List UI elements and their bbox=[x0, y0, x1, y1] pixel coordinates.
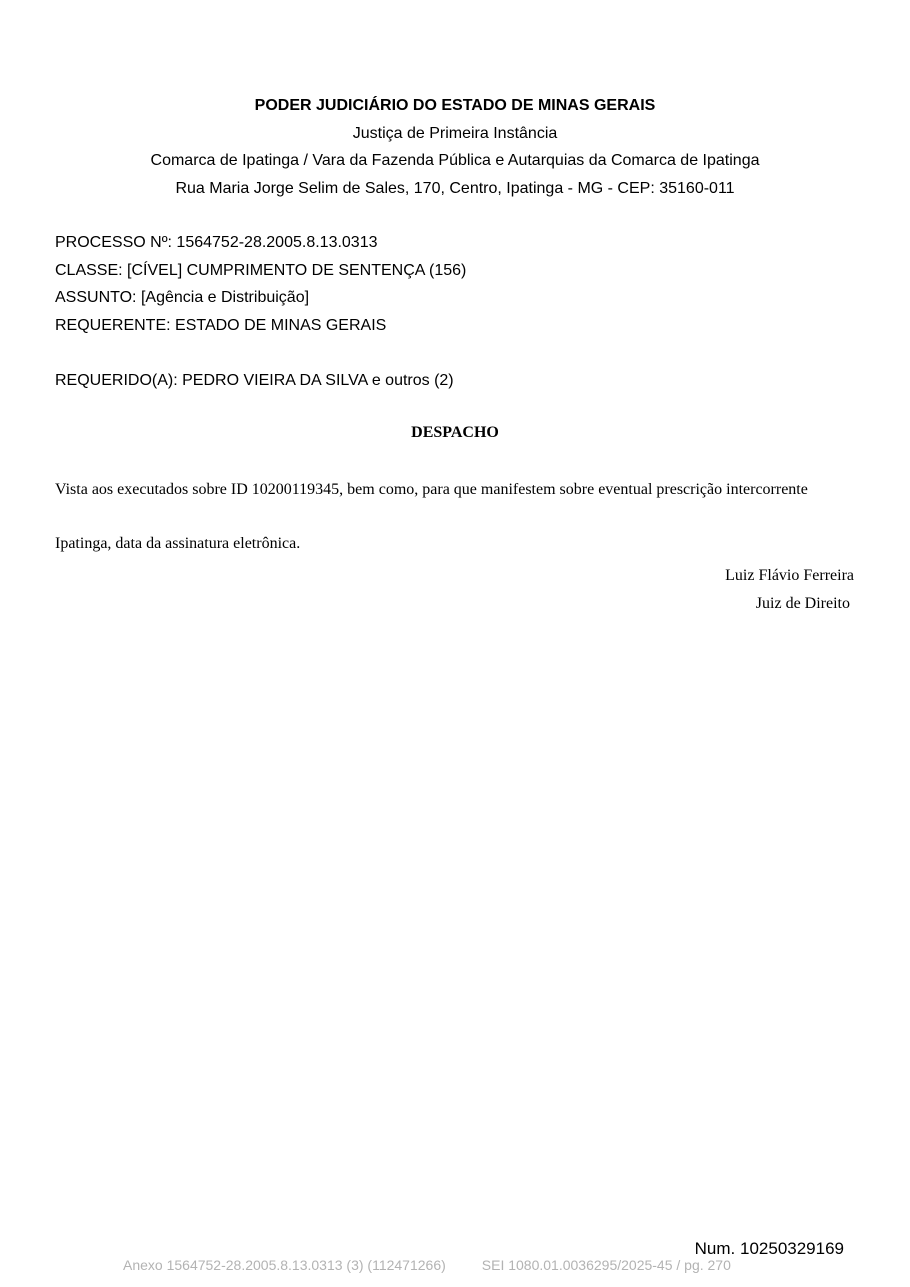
page-footer bbox=[123, 1257, 731, 1273]
document-header bbox=[0, 92, 910, 202]
case-plaintiff: REQUERENTE: ESTADO DE MINAS GERAIS bbox=[55, 316, 387, 334]
judge-name: Luiz Flávio Ferreira bbox=[725, 567, 854, 584]
case-number: PROCESSO Nº: 1564752-28.2005.8.13.0313 bbox=[55, 234, 378, 251]
court-title: PODER JUDICIÁRIO DO ESTADO DE MINAS GERAIS bbox=[254, 97, 656, 114]
signature-block bbox=[725, 562, 854, 617]
spacer bbox=[55, 339, 466, 367]
court-instance: Justiça de Primeira Instância bbox=[352, 124, 558, 142]
judge-role: Juiz de Direito bbox=[755, 594, 850, 612]
case-subject: ASSUNTO: [Agência e Distribuição] bbox=[55, 289, 310, 306]
despacho-body: Vista aos executados sobre ID 10200119345, bem como, para que manifestem sobre eventual prescrição intercorrente bbox=[55, 481, 808, 498]
document-number: Num. 10250329169 bbox=[694, 1239, 844, 1258]
footer-sei: SEI 1080.01.0036295/2025-45 / pg. 270 bbox=[481, 1257, 731, 1273]
court-address: Rua Maria Jorge Selim de Sales, 170, Centro, Ipatinga - MG - CEP: 35160-011 bbox=[175, 179, 735, 197]
place-date: Ipatinga, data da assinatura eletrônica. bbox=[55, 535, 301, 552]
footer-anexo: Anexo 1564752-28.2005.8.13.0313 (3) (112471266) bbox=[123, 1257, 446, 1273]
case-class: CLASSE: [CÍVEL] CUMPRIMENTO DE SENTENÇA (156) bbox=[55, 261, 467, 279]
case-defendant: REQUERIDO(A): PEDRO VIEIRA DA SILVA e outros (2) bbox=[55, 371, 454, 389]
case-details bbox=[55, 229, 466, 394]
despacho-title: DESPACHO bbox=[411, 424, 499, 441]
court-name: Comarca de Ipatinga / Vara da Fazenda Pública e Autarquias da Comarca de Ipatinga bbox=[150, 152, 760, 169]
